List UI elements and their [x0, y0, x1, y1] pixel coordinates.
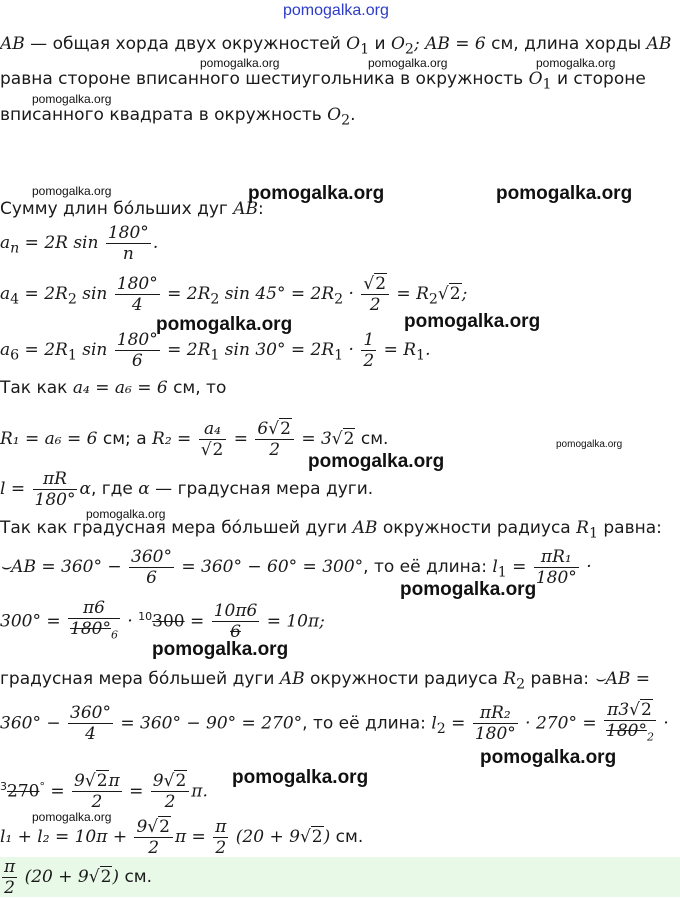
find-line [0, 198, 264, 220]
denominator: 2 [4, 877, 15, 898]
formula-arc2 [0, 700, 669, 752]
sqrt: √2 [200, 439, 224, 460]
text: Сумму длин бо́льших дуг [0, 199, 234, 219]
denominator: 180° [34, 489, 76, 510]
numerator [72, 771, 122, 792]
math: a [0, 284, 11, 304]
radicand: 2 [449, 284, 461, 304]
denominator [68, 619, 120, 645]
math: = [228, 429, 254, 449]
sqrt: √2 [331, 429, 355, 449]
watermark: pomogalka.org [32, 92, 112, 106]
formula-an [0, 222, 158, 269]
math: R₂ = [152, 429, 197, 449]
math: sin 45° = 2R [219, 284, 335, 304]
subscript: 1 [67, 347, 77, 364]
subscript: 4 [10, 291, 20, 308]
text: , то её длина: [363, 557, 493, 577]
numerator: πR [33, 469, 78, 490]
numerator: 360° [131, 546, 172, 567]
math: sin 30° = 2R [219, 340, 335, 360]
reduced-value: 10 [138, 610, 153, 623]
math: π = [174, 827, 212, 847]
subscript: 2 [67, 291, 77, 308]
math: · [343, 340, 360, 360]
fraction [199, 419, 227, 460]
fraction [212, 601, 260, 642]
numerator: 180° [116, 329, 158, 350]
denominator: 6 [131, 350, 143, 371]
radicand: 2 [100, 867, 112, 887]
numerator: 180° [116, 273, 158, 294]
math: a [0, 340, 11, 360]
math: R [576, 518, 589, 538]
deg2-line [0, 668, 650, 695]
text: — градусная мера дуги. [149, 479, 374, 499]
denominator: 2 [148, 837, 160, 858]
fraction [473, 703, 518, 744]
math: a [0, 233, 11, 253]
math: 9 [152, 771, 164, 792]
numerator: 10π6 [213, 601, 258, 622]
sqrt: √2 [88, 867, 112, 887]
problem-line-3 [0, 104, 356, 131]
math: ; [461, 284, 468, 304]
math: · [343, 284, 360, 304]
denominator [199, 440, 227, 460]
denominator: 4 [85, 724, 96, 745]
site-link[interactable]: pomogalka.org [283, 2, 389, 19]
math: . [425, 340, 431, 360]
numerator [151, 771, 190, 792]
crossed-value: 300 [152, 611, 185, 632]
text: равна: [597, 518, 662, 538]
sqrt: √2 [163, 771, 187, 792]
text: . [350, 105, 356, 125]
sqrt: √2 [437, 284, 461, 304]
crossed-value: 180° [606, 721, 647, 741]
radicand: 2 [159, 816, 170, 837]
subscript: 1 [588, 525, 598, 542]
denominator: 180° [474, 724, 516, 745]
text: окружности радиуса [377, 518, 577, 538]
fraction [129, 547, 174, 588]
watermark: pomogalka.org [556, 439, 623, 450]
numerator: π6 [68, 598, 120, 619]
subscript: 2 [341, 112, 351, 129]
math: = 2R [19, 284, 68, 304]
math: = 360° − 90° = 270° [114, 713, 303, 734]
sqrt: √2 [147, 816, 170, 837]
crossed-value: 270 [7, 781, 40, 802]
subscript: 1 [210, 347, 220, 364]
math: α [79, 479, 91, 499]
text: и стороне [551, 69, 646, 89]
math: = [184, 611, 210, 632]
math: = [123, 781, 149, 802]
denominator: n [122, 243, 134, 264]
watermark: pomogalka.org [32, 184, 112, 198]
math: AB [352, 518, 378, 538]
numerator [255, 419, 294, 440]
watermark: pomogalka.org [400, 579, 537, 600]
math: 360° − [0, 713, 66, 734]
reduced-value: 6 [110, 628, 118, 642]
math: (20 + 9 [19, 867, 89, 887]
math: ⌣AB = 360° − [0, 557, 128, 577]
text: см. [330, 827, 364, 847]
text: Так как [0, 378, 73, 398]
denominator: 2 [369, 294, 381, 315]
subscript: 2 [334, 291, 344, 308]
math: AB [279, 669, 305, 689]
watermark: pomogalka.org [232, 767, 369, 788]
fraction [72, 771, 122, 812]
denominator: 2 [269, 439, 281, 460]
watermark: pomogalka.org [496, 183, 633, 204]
math: a₄ = a₆ = 6 [72, 378, 168, 398]
formula-270 [0, 764, 208, 815]
denominator [604, 721, 656, 747]
text: вписанного квадрата в окружность [0, 105, 328, 125]
math: α [138, 479, 150, 499]
var-ab: AB [233, 199, 258, 219]
denominator: 2 [164, 792, 176, 813]
math: ⌣AB = [594, 669, 651, 689]
denominator: 6 [146, 567, 157, 588]
numerator: π [215, 816, 227, 837]
math: · [580, 557, 592, 577]
math: · [657, 713, 669, 734]
subscript: 2 [404, 41, 414, 58]
radicand: 2 [280, 418, 291, 439]
math: 9 [74, 771, 85, 792]
formula-300 [0, 594, 325, 645]
watermark: pomogalka.org [404, 311, 541, 332]
text: равна: [525, 669, 595, 689]
numerator: a₄ [199, 419, 227, 440]
fraction [134, 817, 173, 858]
fraction [33, 469, 78, 510]
subscript: 2 [428, 291, 438, 308]
text: см. [355, 429, 389, 449]
subscript: 1 [360, 41, 370, 58]
watermark: pomogalka.org [368, 56, 448, 70]
watermark: pomogalka.org [86, 507, 166, 521]
numerator: π [4, 856, 16, 877]
text: и [369, 34, 391, 54]
math: = 3 [295, 429, 332, 449]
math: π3 [607, 700, 630, 720]
math: l₁ + l₂ = 10π + [0, 827, 133, 847]
fraction [115, 274, 160, 315]
var-ab: AB [0, 34, 25, 54]
text: см. [119, 867, 153, 887]
math: (20 + 9 [230, 827, 300, 847]
text: градусная мера бо́льшей дуги [0, 669, 280, 689]
math: · 270° = [519, 713, 602, 734]
math: = [506, 557, 532, 577]
subscript: 1 [497, 564, 507, 581]
fraction [604, 700, 656, 747]
math: = 10π; [261, 611, 325, 632]
text: окружности радиуса [304, 669, 504, 689]
fraction [68, 703, 113, 744]
subscript: 1 [416, 347, 426, 364]
subscript: 2 [516, 676, 526, 693]
fraction [2, 857, 17, 898]
numerator [134, 817, 173, 838]
math: = [445, 713, 471, 734]
big-arc-line [0, 517, 662, 544]
reduced-value: 2 [646, 730, 654, 744]
numerator [361, 274, 389, 295]
subscript: n [10, 240, 20, 257]
radicand: 2 [175, 771, 187, 792]
math: = 360° − 60° = 300° [175, 557, 364, 577]
since-line [0, 377, 226, 399]
fraction [151, 771, 190, 812]
denominator: 2 [215, 837, 227, 858]
fraction [534, 547, 579, 588]
math: = 2R [161, 340, 211, 360]
denominator: 2 [363, 350, 375, 371]
math: l [431, 713, 437, 734]
text: см; а [97, 429, 153, 449]
math: · [121, 611, 139, 632]
watermark: pomogalka.org [308, 451, 445, 472]
math: R [503, 669, 517, 689]
math: sin [76, 284, 113, 304]
math: π [108, 771, 120, 792]
denominator: 2 [91, 792, 103, 813]
var-o: O [528, 69, 543, 89]
math: 6 [257, 418, 269, 439]
radicand: 2 [311, 827, 323, 847]
text: Так как градусная мера бо́льшей дуги [0, 518, 353, 538]
var-ab: AB [646, 34, 672, 54]
radicand: 2 [343, 429, 355, 449]
fraction [361, 330, 376, 371]
watermark: pomogalka.org [156, 314, 293, 335]
text: , то её длина: [302, 713, 432, 734]
math: ) [323, 827, 331, 847]
sqrt: √2 [268, 418, 291, 439]
radicand: 2 [375, 273, 387, 294]
math: = 2R [161, 284, 211, 304]
fraction [106, 223, 151, 264]
var-o: O [346, 34, 361, 54]
sqrt: √2 [363, 273, 387, 294]
math: l = [0, 479, 31, 499]
math: 9 [136, 816, 148, 837]
radicand: 2 [640, 700, 652, 720]
fraction [68, 598, 120, 645]
sqrt: √2 [629, 700, 652, 720]
denominator: 4 [131, 294, 143, 315]
math: = R [378, 340, 417, 360]
math: = R [391, 284, 429, 304]
text: : [258, 199, 264, 219]
watermark: pomogalka.org [200, 56, 280, 70]
var-o: O [390, 34, 405, 54]
math: l [492, 557, 498, 577]
math: = 2R [19, 340, 68, 360]
denominator: 6 [230, 622, 241, 643]
math: π. [191, 781, 208, 802]
numerator: 360° [70, 703, 111, 724]
math: = 2R sin [19, 233, 104, 253]
text: см, то [167, 378, 227, 398]
watermark: pomogalka.org [152, 639, 289, 660]
numerator [604, 700, 656, 721]
math: 300° = [0, 611, 66, 632]
radicand: 2 [96, 771, 108, 792]
sqrt: √2 [84, 771, 108, 792]
subscript: 2 [210, 291, 220, 308]
math: ) [112, 867, 120, 887]
watermark: pomogalka.org [32, 810, 112, 824]
fraction [361, 274, 389, 315]
text: равна стороне вписанного шестиугольника в окружность [0, 69, 529, 89]
numerator: πR₁ [534, 547, 579, 568]
var-o: O [327, 105, 342, 125]
math: R₁ = a₆ = 6 [0, 429, 98, 449]
radicand: 2 [212, 439, 224, 460]
denominator: 180° [535, 567, 577, 588]
fraction [213, 817, 228, 858]
fraction [115, 330, 160, 371]
crossed-value: 180° [70, 618, 111, 639]
math: . [152, 233, 159, 253]
text: , где [90, 479, 139, 499]
watermark: pomogalka.org [536, 56, 616, 70]
text: — общая хорда двух окружностей [24, 34, 347, 54]
watermark: pomogalka.org [480, 747, 617, 768]
subscript: 6 [10, 347, 20, 364]
numerator: 180° [107, 222, 149, 243]
math-given: ; AB = 6 [413, 34, 486, 54]
subscript: 1 [542, 76, 552, 93]
fraction [255, 419, 294, 460]
reduced-value: 3 [0, 780, 7, 793]
math: = [44, 781, 71, 802]
text: см, длина хорды [485, 34, 647, 54]
numerator: 1 [363, 329, 375, 350]
answer-line [0, 856, 152, 898]
subscript: 1 [334, 347, 344, 364]
subscript: 2 [436, 721, 446, 738]
numerator: πR₂ [473, 703, 518, 724]
math: sin [76, 340, 113, 360]
sqrt: √2 [299, 827, 323, 847]
degree-sign: ° [39, 780, 45, 793]
watermark: pomogalka.org [248, 183, 385, 204]
